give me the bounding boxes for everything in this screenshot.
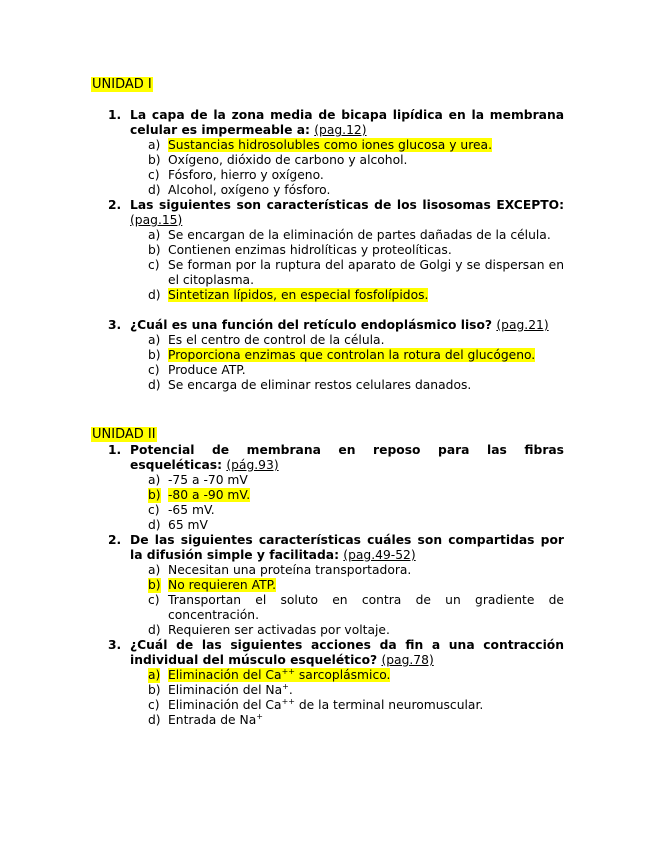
option-text-post: sarcoplásmico.	[294, 668, 391, 682]
option-text-post: de la terminal neuromuscular.	[294, 698, 484, 712]
page-reference: (pag.15)	[130, 213, 183, 227]
option-text: Se forman por la ruptura del aparato de Golgi y se dispersan en el citoplasma.	[168, 258, 564, 287]
question-number: 2.	[108, 533, 122, 547]
option	[148, 288, 564, 303]
option-letter: a)	[148, 228, 161, 242]
page-reference: (pag.21)	[496, 318, 549, 332]
option-text-post: .	[288, 683, 293, 697]
option-list	[108, 473, 564, 533]
option-letter: b)	[148, 153, 161, 167]
ion-charge: +	[282, 681, 289, 691]
option-text: Oxígeno, dióxido de carbono y alcohol.	[168, 153, 408, 167]
question-stem: Potencial de membrana en reposo para las fibras esqueléticas:	[130, 443, 564, 472]
option-text: Se encargan de la eliminación de partes dañadas de la célula.	[168, 228, 551, 242]
option-letter: d)	[148, 623, 161, 637]
option	[148, 168, 564, 183]
unit-title: UNIDAD I	[92, 77, 152, 92]
option-text	[168, 698, 483, 712]
option	[148, 228, 564, 243]
option	[148, 623, 564, 638]
option	[148, 243, 564, 258]
option-text	[168, 668, 390, 682]
page-reference: (pag.49-52)	[343, 548, 416, 562]
option	[148, 363, 564, 378]
option-text: -65 mV.	[168, 503, 215, 517]
question-text	[108, 318, 564, 333]
option	[148, 378, 564, 393]
option-text: Sintetizan lípidos, en especial fosfolípidos.	[168, 288, 429, 302]
option-letter: a)	[148, 138, 161, 152]
page-reference: (pág.93)	[226, 458, 279, 472]
option	[148, 683, 564, 698]
option	[148, 333, 564, 348]
question	[108, 638, 564, 728]
option	[148, 518, 564, 533]
option-text: Fósforo, hierro y oxígeno.	[168, 168, 324, 182]
option	[148, 668, 564, 683]
option-text: Se encarga de eliminar restos celulares danados.	[168, 378, 472, 392]
option-text	[168, 683, 293, 697]
question-number: 3.	[108, 318, 122, 332]
option-list	[108, 563, 564, 638]
ion-charge: ++	[281, 696, 295, 706]
option-list	[108, 668, 564, 728]
option	[148, 348, 564, 363]
option-list	[108, 333, 564, 393]
option	[148, 563, 564, 578]
question-number: 1.	[108, 443, 122, 457]
question-number: 1.	[108, 108, 122, 122]
question-stem: ¿Cuál de las siguientes acciones da fin a una contracción individual del músculo esquelético?	[130, 638, 564, 667]
option-text: Transportan el soluto en contra de un gradiente de concentración.	[168, 593, 564, 622]
option-text-pre: Eliminación del Na	[168, 683, 283, 697]
question-text	[108, 443, 564, 473]
option-letter: b)	[148, 488, 161, 502]
question-stem: De las siguientes características cuáles son compartidas por la difusión simple y facilitada:	[130, 533, 564, 562]
option-text-pre: Entrada de Na	[168, 713, 257, 727]
option-text: Proporciona enzimas que controlan la rotura del glucógeno.	[168, 348, 536, 362]
option-letter: d)	[148, 713, 161, 727]
question-stem: Las siguientes son características de los lisosomas EXCEPTO:	[130, 198, 564, 212]
option-letter: a)	[148, 668, 161, 682]
option-text: Produce ATP.	[168, 363, 246, 377]
option-letter: a)	[148, 333, 161, 347]
option-text: Contienen enzimas hidrolíticas y proteolíticas.	[168, 243, 452, 257]
question-stem: ¿Cuál es una función del retículo endoplásmico liso?	[130, 318, 493, 332]
option	[148, 698, 564, 713]
option	[148, 578, 564, 593]
question-text	[108, 638, 564, 668]
option-list	[108, 138, 564, 198]
option	[148, 713, 564, 728]
option	[148, 593, 564, 623]
option-letter: b)	[148, 683, 161, 697]
option-letter: d)	[148, 288, 161, 302]
option	[148, 153, 564, 168]
option-list	[108, 228, 564, 303]
option-letter: a)	[148, 473, 161, 487]
option-text: Necesitan una proteína transportadora.	[168, 563, 412, 577]
option-text-pre: Eliminación del Ca	[168, 698, 282, 712]
option-text-pre: Eliminación del Ca	[168, 668, 282, 682]
option-text	[168, 713, 263, 727]
ion-charge: ++	[281, 666, 295, 676]
option	[148, 138, 564, 153]
question-number: 2.	[108, 198, 122, 212]
option	[148, 488, 564, 503]
question-number: 3.	[108, 638, 122, 652]
option-letter: d)	[148, 378, 161, 392]
option-letter: b)	[148, 348, 161, 362]
option-text: Alcohol, oxígeno y fósforo.	[168, 183, 331, 197]
question-text	[108, 533, 564, 563]
question	[108, 318, 564, 393]
option-letter: c)	[148, 258, 160, 272]
option-letter: d)	[148, 518, 161, 532]
option-text: Es el centro de control de la célula.	[168, 333, 385, 347]
option-letter: c)	[148, 698, 160, 712]
option	[148, 258, 564, 288]
option-text: -80 a -90 mV.	[168, 488, 251, 502]
question	[108, 443, 564, 533]
unit-title: UNIDAD II	[92, 427, 156, 442]
question	[108, 108, 564, 198]
option-letter: b)	[148, 243, 161, 257]
option	[148, 183, 564, 198]
option-text: No requieren ATP.	[168, 578, 276, 592]
option-letter: c)	[148, 593, 160, 607]
option-text: Requieren ser activadas por voltaje.	[168, 623, 390, 637]
option-letter: c)	[148, 503, 160, 517]
option-letter: c)	[148, 363, 160, 377]
option-text: -75 a -70 mV	[168, 473, 248, 487]
question	[108, 198, 564, 303]
option-text: 65 mV	[168, 518, 208, 532]
option	[148, 473, 564, 488]
question-text	[108, 198, 564, 228]
option-letter: d)	[148, 183, 161, 197]
option-letter: b)	[148, 578, 161, 592]
page-reference: (pag.12)	[314, 123, 367, 137]
question-text	[108, 108, 564, 138]
option	[148, 503, 564, 518]
option-letter: a)	[148, 563, 161, 577]
page-reference: (pag.78)	[381, 653, 434, 667]
question-stem: La capa de la zona media de bicapa lipídica en la membrana celular es impermeable a:	[130, 108, 564, 137]
question	[108, 533, 564, 638]
option-letter: c)	[148, 168, 160, 182]
option-text: Sustancias hidrosolubles como iones glucosa y urea.	[168, 138, 492, 152]
ion-charge: +	[256, 711, 263, 721]
